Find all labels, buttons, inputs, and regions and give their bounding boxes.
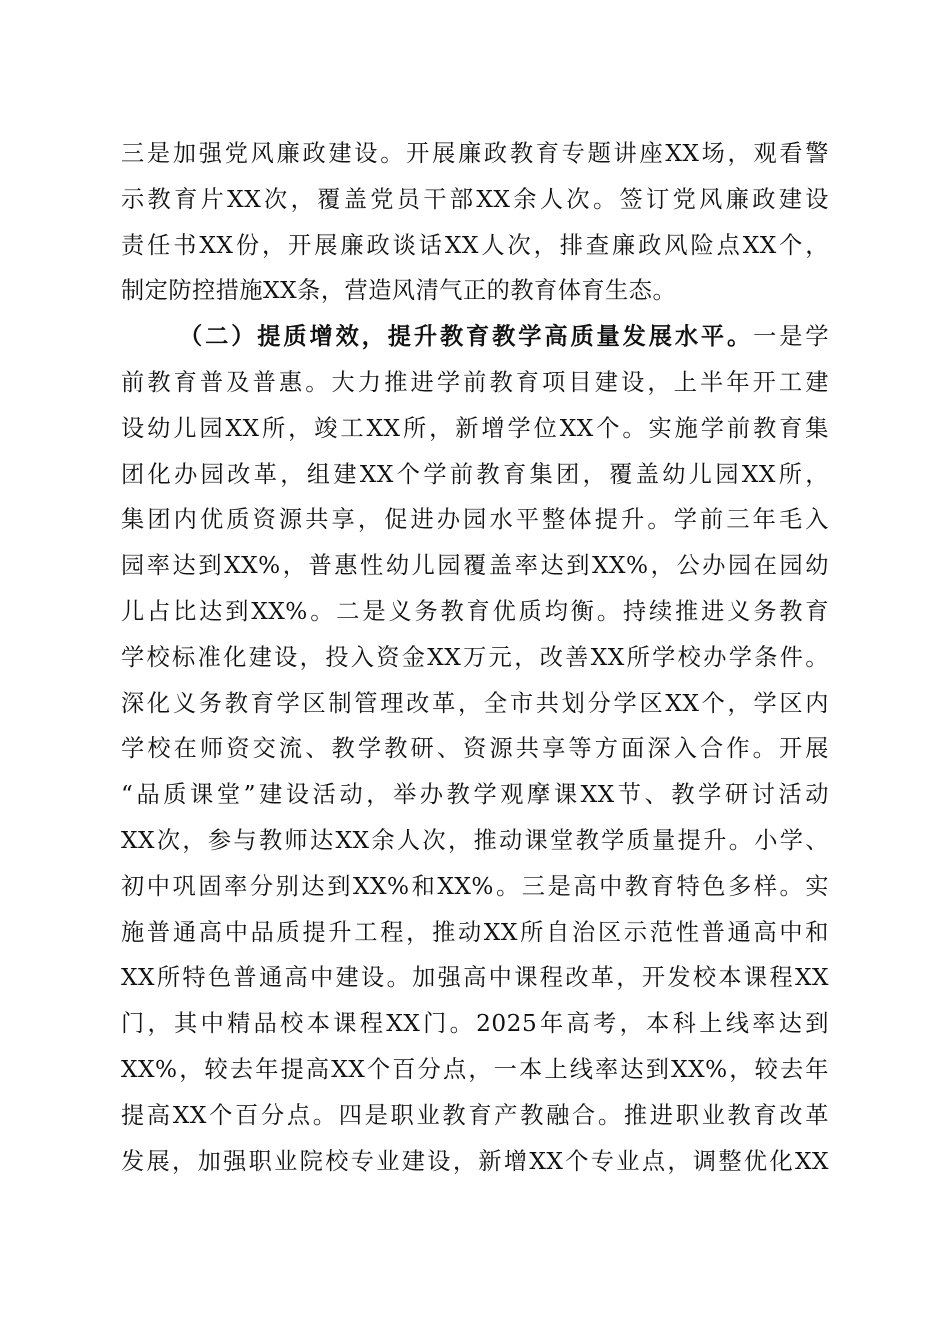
p2-line-6: 儿占比达到XX%。二是义务教育优质均衡。持续推进义务教育 — [121, 597, 829, 625]
p1-line-1: 三是加强党风廉政建设。开展廉政教育专题讲座XX场，观看警 — [121, 140, 829, 167]
p1-line-2: 示教育片XX次，覆盖党员干部XX余人次。签订党风廉政建设 — [121, 185, 829, 213]
p2-line-11: XX次，参与教师达XX余人次，推动课堂教学质量提升。小学、 — [121, 826, 829, 854]
p2-line-14: XX所特色普通高中建设。加强高中课程改革，开发校本课程XX — [121, 964, 829, 992]
document-body — [121, 131, 829, 1184]
p2-line-12: 初中巩固率分别达到XX%和XX%。三是高中教育特色多样。实 — [121, 872, 829, 900]
p2-line-5: 园率达到XX%，普惠性幼儿园覆盖率达到XX%，公办园在园幼 — [121, 552, 829, 580]
p1-line-3: 责任书XX份，开展廉政谈话XX人次，排查廉政风险点XX个， — [121, 231, 829, 259]
p2-line-7: 学校标准化建设，投入资金XX万元，改善XX所学校办学条件。 — [121, 643, 829, 671]
p2-line-1: 前教育普及普惠。大力推进学前教育项目建设，上半年开工建 — [121, 368, 829, 396]
p2-line-9: 学校在师资交流、教学教研、资源共享等方面深入合作。开展 — [121, 735, 829, 763]
p1-line-4: 制定防控措施XX条，营造风清气正的教育体育生态。 — [121, 277, 677, 305]
p2-line-4: 集团内优质资源共享，促进办园水平整体提升。学前三年毛入 — [121, 506, 829, 534]
p2-line-10: “品质课堂”建设活动，举办教学观摩课XX节、教学研讨活动 — [121, 781, 829, 809]
p2-line-13: 施普通高中品质提升工程，推动XX所自治区示范性普通高中和 — [121, 918, 829, 946]
p2-line-16: XX%，较去年提高XX个百分点，一本上线率达到XX%，较去年 — [121, 1055, 829, 1083]
p2-line-17: 提高XX个百分点。四是职业教育产教融合。推进职业教育改革 — [121, 1101, 829, 1129]
p2-line-15: 门，其中精品校本课程XX门。2025年高考，本科上线率达到 — [121, 1010, 829, 1038]
p2-line-18: 发展，加强职业院校专业建设，新增XX个专业点，调整优化XX — [121, 1147, 829, 1175]
section-heading: （二）提质增效，提升教育教学高质量发展水平。 — [179, 323, 754, 351]
p2-first-line-rest: 一是学 — [753, 323, 830, 351]
p2-line-3: 团化办园改革，组建XX个学前教育集团，覆盖幼儿园XX所， — [121, 460, 829, 488]
p2-line-2: 设幼儿园XX所，竣工XX所，新增学位XX个。实施学前教育集 — [121, 414, 829, 442]
p2-first-line — [121, 314, 829, 360]
p2-line-8: 深化义务教育学区制管理改革，全市共划分学区XX个，学区内 — [121, 689, 829, 717]
